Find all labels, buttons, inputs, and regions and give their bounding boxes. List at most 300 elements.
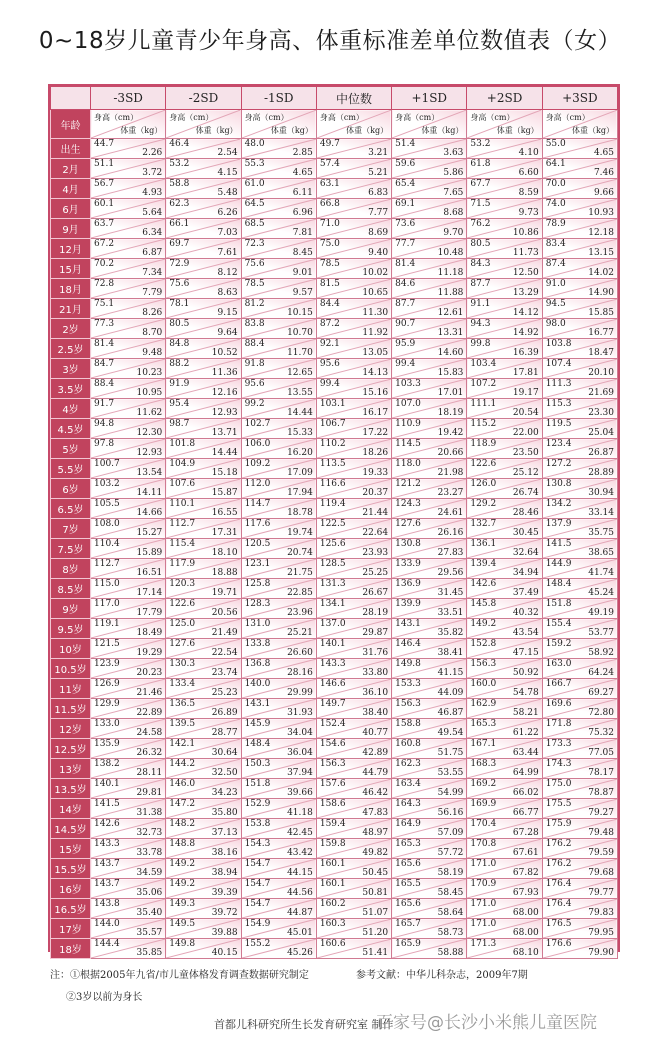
weight-value: 79.59 <box>588 848 614 858</box>
weight-value: 38.65 <box>588 548 614 558</box>
value-cell <box>316 599 391 619</box>
weight-value: 8.63 <box>217 288 238 298</box>
height-value: 154.7 <box>244 859 271 869</box>
height-value: 176.4 <box>545 899 572 909</box>
age-label: 4岁 <box>51 399 91 419</box>
weight-value: 49.54 <box>437 728 464 738</box>
weight-value: 14.60 <box>437 348 464 358</box>
value-cell <box>542 359 617 379</box>
weight-value: 41.74 <box>588 568 614 578</box>
height-value: 160.1 <box>319 879 346 889</box>
height-value: 107.4 <box>545 359 572 369</box>
weight-value: 11.30 <box>362 308 389 318</box>
weight-value: 36.10 <box>362 688 389 698</box>
weight-value: 57.72 <box>437 848 464 858</box>
value-cell <box>316 379 391 399</box>
value-cell <box>91 259 166 279</box>
weight-value: 10.65 <box>362 288 389 298</box>
weight-value: 18.47 <box>588 348 614 358</box>
value-cell <box>542 399 617 419</box>
table-row <box>51 679 618 699</box>
weight-value: 10.15 <box>287 308 313 318</box>
height-value: 103.1 <box>319 399 346 409</box>
height-value: 120.3 <box>169 579 196 589</box>
height-value: 114.5 <box>395 439 421 449</box>
height-value: 152.8 <box>470 639 497 649</box>
value-cell <box>542 159 617 179</box>
height-value: 145.8 <box>470 599 497 609</box>
value-cell <box>316 479 391 499</box>
height-unit-label: 身高（cm） <box>169 113 214 122</box>
value-cell <box>467 319 542 339</box>
value-cell <box>467 479 542 499</box>
weight-value: 10.02 <box>362 268 389 278</box>
weight-value: 9.66 <box>593 188 614 198</box>
height-value: 140.1 <box>319 639 346 649</box>
value-cell <box>316 779 391 799</box>
weight-value: 5.48 <box>217 188 238 198</box>
value-cell <box>241 299 316 319</box>
table-row <box>51 299 618 319</box>
weight-value: 43.42 <box>287 848 313 858</box>
height-value: 75.1 <box>94 299 115 309</box>
height-value: 139.5 <box>169 719 196 729</box>
value-cell <box>316 859 391 879</box>
value-cell <box>166 739 241 759</box>
value-cell <box>467 399 542 419</box>
value-cell <box>166 719 241 739</box>
age-label: 15月 <box>51 259 91 279</box>
value-cell <box>467 599 542 619</box>
value-cell <box>241 919 316 939</box>
value-cell <box>316 579 391 599</box>
value-cell <box>316 799 391 819</box>
height-value: 165.9 <box>395 939 421 949</box>
value-cell <box>542 299 617 319</box>
value-cell <box>542 579 617 599</box>
value-cell <box>241 219 316 239</box>
height-value: 176.4 <box>545 879 572 889</box>
value-cell <box>166 439 241 459</box>
weight-value: 44.79 <box>362 768 389 778</box>
height-value: 157.6 <box>319 779 346 789</box>
height-value: 120.5 <box>244 539 271 549</box>
subheader-cell <box>316 110 391 139</box>
height-value: 149.2 <box>169 859 196 869</box>
weight-value: 4.15 <box>217 168 238 178</box>
value-cell <box>392 179 467 199</box>
weight-value: 13.15 <box>588 248 614 258</box>
height-value: 125.0 <box>169 619 196 629</box>
height-value: 149.2 <box>169 879 196 889</box>
height-value: 118.9 <box>470 439 497 449</box>
height-value: 171.3 <box>470 939 497 949</box>
weight-value: 12.18 <box>588 228 614 238</box>
weight-value: 35.75 <box>588 528 614 538</box>
table-row <box>51 379 618 399</box>
value-cell <box>316 499 391 519</box>
value-cell <box>316 439 391 459</box>
height-value: 170.9 <box>470 879 497 889</box>
weight-unit-label: 体重（kg） <box>195 126 238 135</box>
height-value: 139.4 <box>470 559 497 569</box>
weight-value: 35.80 <box>211 808 238 818</box>
value-cell <box>241 139 316 159</box>
table-row <box>51 759 618 779</box>
weight-value: 19.74 <box>287 528 313 538</box>
value-cell <box>542 559 617 579</box>
weight-value: 17.81 <box>512 368 539 378</box>
standard-table-frame <box>48 84 620 958</box>
weight-value: 10.23 <box>136 368 163 378</box>
value-cell <box>241 559 316 579</box>
value-cell <box>542 199 617 219</box>
weight-value: 35.82 <box>437 628 464 638</box>
weight-value: 7.77 <box>368 208 389 218</box>
weight-value: 50.81 <box>362 888 389 898</box>
weight-value: 66.02 <box>512 788 539 798</box>
height-value: 110.1 <box>169 499 196 509</box>
weight-value: 31.38 <box>136 808 163 818</box>
value-cell <box>392 339 467 359</box>
height-value: 75.6 <box>169 279 190 289</box>
weight-value: 58.88 <box>437 948 464 958</box>
weight-value: 19.29 <box>136 648 163 658</box>
height-value: 91.0 <box>545 279 566 289</box>
weight-value: 28.77 <box>211 728 238 738</box>
height-unit-label: 身高（cm） <box>319 113 364 122</box>
height-value: 78.1 <box>169 299 190 309</box>
value-cell <box>467 679 542 699</box>
height-value: 98.7 <box>169 419 190 429</box>
weight-value: 12.30 <box>136 428 163 438</box>
height-value: 154.9 <box>244 919 271 929</box>
weight-value: 44.09 <box>437 688 464 698</box>
weight-value: 46.42 <box>362 788 389 798</box>
weight-value: 63.44 <box>512 748 539 758</box>
height-value: 109.2 <box>244 459 271 469</box>
weight-value: 7.79 <box>142 288 163 298</box>
height-value: 144.2 <box>169 759 196 769</box>
weight-value: 38.16 <box>211 848 238 858</box>
height-value: 59.6 <box>395 159 416 169</box>
weight-value: 11.92 <box>362 328 389 338</box>
weight-value: 8.68 <box>443 208 464 218</box>
value-cell <box>467 779 542 799</box>
table-body <box>51 110 618 959</box>
height-value: 111.3 <box>545 379 572 389</box>
age-label: 9岁 <box>51 599 91 619</box>
value-cell <box>91 899 166 919</box>
height-value: 63.1 <box>319 179 340 189</box>
value-cell <box>241 899 316 919</box>
height-value: 81.4 <box>94 339 115 349</box>
weight-value: 34.04 <box>287 728 313 738</box>
value-cell <box>241 179 316 199</box>
weight-value: 6.87 <box>142 248 163 258</box>
weight-value: 72.80 <box>588 708 614 718</box>
value-cell <box>91 659 166 679</box>
weight-value: 7.03 <box>217 228 238 238</box>
value-cell <box>467 699 542 719</box>
weight-value: 35.40 <box>136 908 163 918</box>
weight-value: 64.99 <box>512 768 539 778</box>
height-value: 91.1 <box>470 299 491 309</box>
height-value: 51.4 <box>395 139 416 149</box>
height-value: 159.2 <box>545 639 572 649</box>
weight-value: 15.85 <box>588 308 614 318</box>
height-value: 81.5 <box>319 279 340 289</box>
weight-value: 41.15 <box>437 668 464 678</box>
weight-value: 41.18 <box>287 808 313 818</box>
value-cell <box>542 419 617 439</box>
value-cell <box>91 199 166 219</box>
weight-value: 19.71 <box>211 588 238 598</box>
weight-value: 37.13 <box>211 828 238 838</box>
weight-value: 24.58 <box>136 728 163 738</box>
height-value: 176.6 <box>545 939 572 949</box>
value-cell <box>166 159 241 179</box>
weight-value: 31.93 <box>287 708 313 718</box>
value-cell <box>392 159 467 179</box>
height-value: 83.8 <box>244 319 265 329</box>
weight-value: 14.90 <box>588 288 614 298</box>
height-value: 100.7 <box>94 459 120 469</box>
value-cell <box>91 839 166 859</box>
weight-value: 20.56 <box>211 608 238 618</box>
value-cell <box>467 939 542 959</box>
height-value: 88.4 <box>244 339 265 349</box>
height-value: 119.1 <box>94 619 120 629</box>
age-label: 9.5岁 <box>51 619 91 639</box>
weight-value: 51.07 <box>362 908 389 918</box>
weight-value: 40.15 <box>211 948 238 958</box>
value-cell <box>166 799 241 819</box>
group-header-plus1sd: +1SD <box>392 87 467 110</box>
value-cell <box>91 279 166 299</box>
value-cell <box>467 379 542 399</box>
value-cell <box>542 219 617 239</box>
height-value: 126.9 <box>94 679 120 689</box>
table-row <box>51 279 618 299</box>
height-value: 101.8 <box>169 439 196 449</box>
value-cell <box>467 299 542 319</box>
weight-value: 14.12 <box>512 308 539 318</box>
weight-value: 12.50 <box>512 268 539 278</box>
age-label: 15.5岁 <box>51 859 91 879</box>
value-cell <box>392 899 467 919</box>
height-value: 162.3 <box>395 759 421 769</box>
table-row <box>51 719 618 739</box>
value-cell <box>316 219 391 239</box>
value-cell <box>241 319 316 339</box>
height-value: 156.3 <box>395 699 421 709</box>
value-cell <box>467 759 542 779</box>
weight-value: 18.26 <box>362 448 389 458</box>
height-value: 106.7 <box>319 419 346 429</box>
weight-value: 14.11 <box>136 488 163 498</box>
note-source: 注：①根据2005年九省/市儿童体格发育调查数据研究制定 <box>50 970 309 981</box>
weight-value: 21.69 <box>588 388 614 398</box>
weight-value: 30.64 <box>211 748 238 758</box>
value-cell <box>166 939 241 959</box>
age-label: 6.5岁 <box>51 499 91 519</box>
value-cell <box>241 579 316 599</box>
weight-value: 5.86 <box>443 168 464 178</box>
value-cell <box>467 819 542 839</box>
value-cell <box>91 239 166 259</box>
weight-value: 14.44 <box>211 448 238 458</box>
table-row <box>51 459 618 479</box>
height-value: 131.3 <box>319 579 346 589</box>
age-label: 11.5岁 <box>51 699 91 719</box>
weight-value: 43.54 <box>512 628 539 638</box>
height-value: 55.0 <box>545 139 566 149</box>
value-cell <box>91 559 166 579</box>
height-value: 108.0 <box>94 519 120 529</box>
subheader-cell <box>542 110 617 139</box>
height-value: 98.0 <box>545 319 566 329</box>
table-row <box>51 819 618 839</box>
height-value: 51.1 <box>94 159 115 169</box>
value-cell <box>241 659 316 679</box>
value-cell <box>316 839 391 859</box>
value-cell <box>542 679 617 699</box>
height-value: 99.4 <box>319 379 340 389</box>
weight-value: 8.70 <box>142 328 163 338</box>
table-row <box>51 739 618 759</box>
weight-value: 36.04 <box>287 748 313 758</box>
height-value: 164.9 <box>395 819 421 829</box>
height-value: 126.0 <box>470 479 497 489</box>
table-row <box>51 659 618 679</box>
value-cell <box>392 859 467 879</box>
weight-value: 11.70 <box>287 348 313 358</box>
value-cell <box>166 239 241 259</box>
weight-value: 17.22 <box>362 428 389 438</box>
height-value: 171.0 <box>470 859 497 869</box>
weight-value: 47.83 <box>362 808 389 818</box>
value-cell <box>467 139 542 159</box>
weight-unit-label: 体重（kg） <box>572 126 614 135</box>
value-cell <box>316 399 391 419</box>
value-cell <box>316 419 391 439</box>
weight-value: 5.64 <box>142 208 163 218</box>
height-value: 133.8 <box>244 639 271 649</box>
weight-value: 15.89 <box>136 548 163 558</box>
height-value: 114.7 <box>244 499 271 509</box>
value-cell <box>392 939 467 959</box>
weight-value: 7.46 <box>593 168 614 178</box>
height-value: 175.9 <box>545 819 572 829</box>
height-value: 72.3 <box>244 239 265 249</box>
value-cell <box>166 699 241 719</box>
table-row <box>51 319 618 339</box>
weight-value: 75.32 <box>588 728 614 738</box>
weight-value: 8.69 <box>368 228 389 238</box>
value-cell <box>91 819 166 839</box>
value-cell <box>166 259 241 279</box>
height-value: 78.9 <box>545 219 566 229</box>
height-value: 132.7 <box>470 519 497 529</box>
height-value: 149.2 <box>470 619 497 629</box>
height-value: 66.1 <box>169 219 190 229</box>
weight-value: 22.89 <box>136 708 163 718</box>
weight-value: 18.78 <box>287 508 313 518</box>
value-cell <box>392 199 467 219</box>
value-cell <box>91 619 166 639</box>
value-cell <box>166 759 241 779</box>
value-cell <box>91 879 166 899</box>
height-value: 62.3 <box>169 199 190 209</box>
weight-value: 6.11 <box>292 188 313 198</box>
height-value: 149.3 <box>169 899 196 909</box>
table-row <box>51 139 618 159</box>
weight-value: 67.82 <box>512 868 539 878</box>
weight-value: 49.82 <box>362 848 389 858</box>
weight-value: 18.19 <box>437 408 464 418</box>
height-value: 143.8 <box>94 899 120 909</box>
subheader-cell <box>241 110 316 139</box>
height-value: 171.0 <box>470 899 497 909</box>
value-cell <box>91 299 166 319</box>
weight-value: 16.20 <box>287 448 313 458</box>
height-value: 160.8 <box>395 739 421 749</box>
height-value: 154.6 <box>319 739 346 749</box>
height-value: 160.1 <box>319 859 346 869</box>
weight-value: 13.55 <box>287 388 313 398</box>
group-header-plus2sd: +2SD <box>467 87 542 110</box>
height-value: 136.1 <box>470 539 497 549</box>
height-value: 81.4 <box>395 259 416 269</box>
height-value: 110.4 <box>94 539 120 549</box>
value-cell <box>542 459 617 479</box>
weight-value: 19.33 <box>362 468 389 478</box>
weight-value: 53.77 <box>588 628 614 638</box>
weight-value: 49.19 <box>588 608 614 618</box>
age-label: 5岁 <box>51 439 91 459</box>
value-cell <box>316 279 391 299</box>
weight-value: 30.94 <box>588 488 614 498</box>
height-value: 104.9 <box>169 459 196 469</box>
height-value: 110.2 <box>319 439 346 449</box>
height-value: 165.3 <box>395 839 421 849</box>
height-value: 142.6 <box>94 819 120 829</box>
weight-value: 14.44 <box>287 408 313 418</box>
weight-value: 29.81 <box>136 788 163 798</box>
weight-value: 33.80 <box>362 668 389 678</box>
value-cell <box>166 319 241 339</box>
value-cell <box>467 559 542 579</box>
height-value: 165.6 <box>395 859 421 869</box>
value-cell <box>166 619 241 639</box>
height-value: 53.2 <box>470 139 491 149</box>
age-label: 12月 <box>51 239 91 259</box>
height-value: 154.7 <box>244 899 271 909</box>
height-value: 44.7 <box>94 139 115 149</box>
value-cell <box>316 239 391 259</box>
height-value: 74.0 <box>545 199 566 209</box>
age-label: 2月 <box>51 159 91 179</box>
weight-value: 18.49 <box>136 628 163 638</box>
value-cell <box>241 479 316 499</box>
value-cell <box>316 179 391 199</box>
value-cell <box>166 839 241 859</box>
height-value: 163.4 <box>395 779 421 789</box>
height-value: 58.8 <box>169 179 190 189</box>
height-value: 133.4 <box>169 679 196 689</box>
weight-value: 34.59 <box>136 868 163 878</box>
